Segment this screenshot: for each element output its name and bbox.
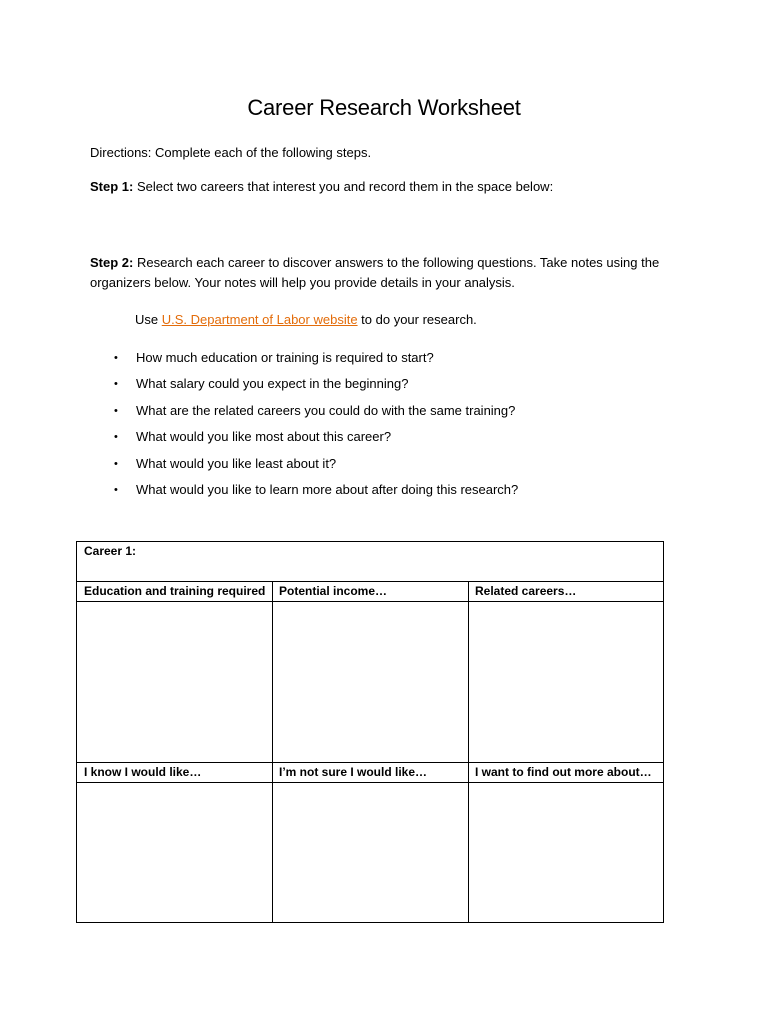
bullet-icon: • <box>114 378 118 391</box>
list-item <box>90 480 690 506</box>
step-2-paragraph <box>90 253 680 293</box>
question-text: What would you like to learn more about after doing this research? <box>136 481 519 497</box>
table-divider <box>77 581 663 582</box>
bullet-icon: • <box>114 457 118 470</box>
bullet-icon: • <box>114 352 118 364</box>
career-organizer-table <box>76 541 664 923</box>
use-resource-line <box>135 310 477 330</box>
header-know-would-like: I know I would like… <box>84 765 202 779</box>
header-find-out-more: I want to find out more about… <box>475 765 652 779</box>
list-item <box>90 348 690 374</box>
question-text: What are the related careers you could do with the same training? <box>136 402 516 418</box>
bullet-icon: • <box>114 483 118 496</box>
page-title: Career Research Worksheet <box>247 95 521 120</box>
header-potential-income: Potential income… <box>279 584 388 598</box>
directions-text: Directions: Complete each of the following steps. <box>90 145 372 160</box>
step-1-label: Step 1: <box>90 179 134 194</box>
bullet-icon: • <box>114 431 118 444</box>
list-item <box>90 374 690 400</box>
notes-cell-know-like[interactable] <box>77 783 272 922</box>
header-related-careers: Related careers… <box>475 584 577 598</box>
notes-cell-education[interactable] <box>77 602 272 762</box>
header-not-sure-would-like: I’m not sure I would like… <box>279 765 428 779</box>
list-item <box>90 454 690 480</box>
notes-cell-related-careers[interactable] <box>469 602 663 762</box>
notes-cell-find-out[interactable] <box>469 783 663 922</box>
use-prefix: Use <box>135 312 162 327</box>
column-divider <box>468 582 469 922</box>
question-text: What salary could you expect in the beginning? <box>136 376 409 392</box>
question-text: What would you like least about it? <box>136 455 337 471</box>
dol-website-link[interactable]: U.S. Department of Labor website <box>161 312 358 327</box>
step-2-label: Step 2: <box>90 255 134 270</box>
notes-cell-not-sure[interactable] <box>273 783 468 922</box>
table-divider <box>77 762 663 763</box>
list-item <box>90 427 690 453</box>
header-education-training: Education and training required <box>84 584 266 598</box>
use-suffix: to do your research. <box>357 312 477 327</box>
question-text: How much education or training is required to start? <box>136 350 434 365</box>
questions-list <box>90 348 690 506</box>
step-1-paragraph <box>90 177 680 197</box>
bullet-icon: • <box>114 404 118 417</box>
notes-cell-income[interactable] <box>273 602 468 762</box>
career-1-label: Career 1: <box>84 544 137 558</box>
step-1-text: Select two careers that interest you and record them in the space below: <box>133 179 554 194</box>
question-text: What would you like most about this career? <box>136 429 392 445</box>
list-item <box>90 401 690 427</box>
step-2-text: Research each career to discover answers to the following questions. Take notes using the organizers below. Your notes will help you provide details in your analysis. <box>90 255 660 290</box>
column-divider <box>272 582 273 922</box>
